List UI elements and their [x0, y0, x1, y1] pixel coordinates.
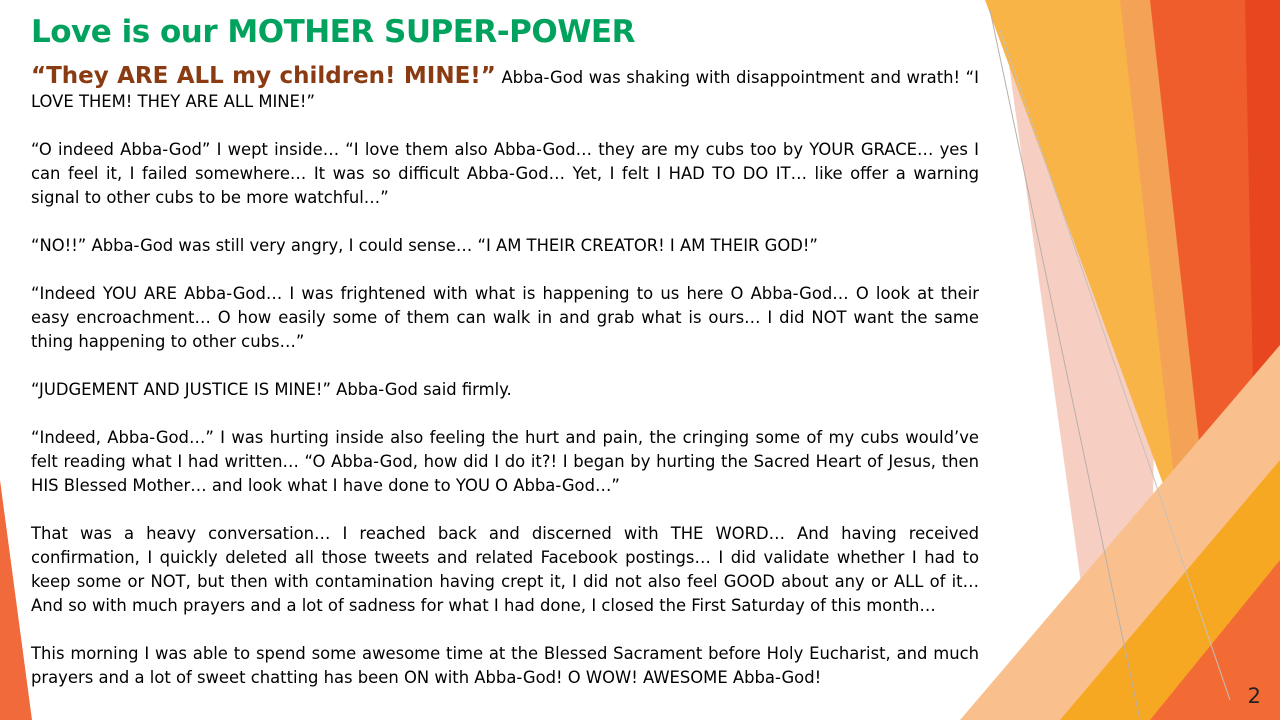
opening-quote: “They ARE ALL my children! MINE!” — [31, 63, 496, 89]
paragraph-6: “Indeed, Abba-God…” I was hurting inside also feeling the hurt and pain, the cringing some of my cubs would’ve felt reading what I had written… “O Abba-God, how did I do it?! I began by hurting the Sacred Heart of Jesus, then HIS Blessed Mother… and look what I have done to YOU O Abba-God…” — [31, 428, 979, 495]
paragraph-3: “NO!!” Abba-God was still very angry, I could sense… “I AM THEIR CREATOR! I AM THEIR GOD!” — [31, 236, 818, 255]
left-orange-wedge — [0, 480, 32, 720]
paragraph-1-text: Abba-God was shaking with disappointment and wrath! “I LOVE THEM! THEY ARE ALL MINE!” — [31, 68, 979, 111]
paragraph-1 — [31, 64, 979, 114]
page-number: 2 — [1247, 684, 1261, 708]
slide-content — [31, 12, 979, 690]
paragraph-8: This morning I was able to spend some awesome time at the Blessed Sacrament before Holy Eucharist, and much prayers and a lot of sweet chatting has been ON with Abba-God! O WOW! AWESOME Abba-God! — [31, 644, 979, 687]
paragraph-2: “O indeed Abba-God” I wept inside… “I love them also Abba-God… they are my cubs too by YOUR GRACE… yes I can feel it, I failed somewhere… It was so difficult Abba-God… Yet, I felt I HAD TO DO IT… like offer a warning signal to other cubs to be more watchful…” — [31, 140, 979, 207]
slide-title: Love is our MOTHER SUPER-POWER — [31, 14, 635, 50]
paragraph-5: “JUDGEMENT AND JUSTICE IS MINE!” Abba-God said firmly. — [31, 380, 512, 399]
paragraph-4: “Indeed YOU ARE Abba-God… I was frightened with what is happening to us here O Abba-God… O look at their easy encroachment… O how easily some of them can walk in and grab what is ours… I did NOT want the same thing happening to other cubs…” — [31, 284, 979, 351]
paragraph-7: That was a heavy conversation… I reached back and discerned with THE WORD… And having received confirmation, I quickly deleted all those tweets and related Facebook postings… I did validate whether I had to keep some or NOT, but then with contamination having crept it, I did not also feel GOOD about any or ALL of it… And so with much prayers and a lot of sadness for what I had done, I closed the First Saturday of this month… — [31, 524, 979, 615]
slide-body — [31, 64, 979, 690]
